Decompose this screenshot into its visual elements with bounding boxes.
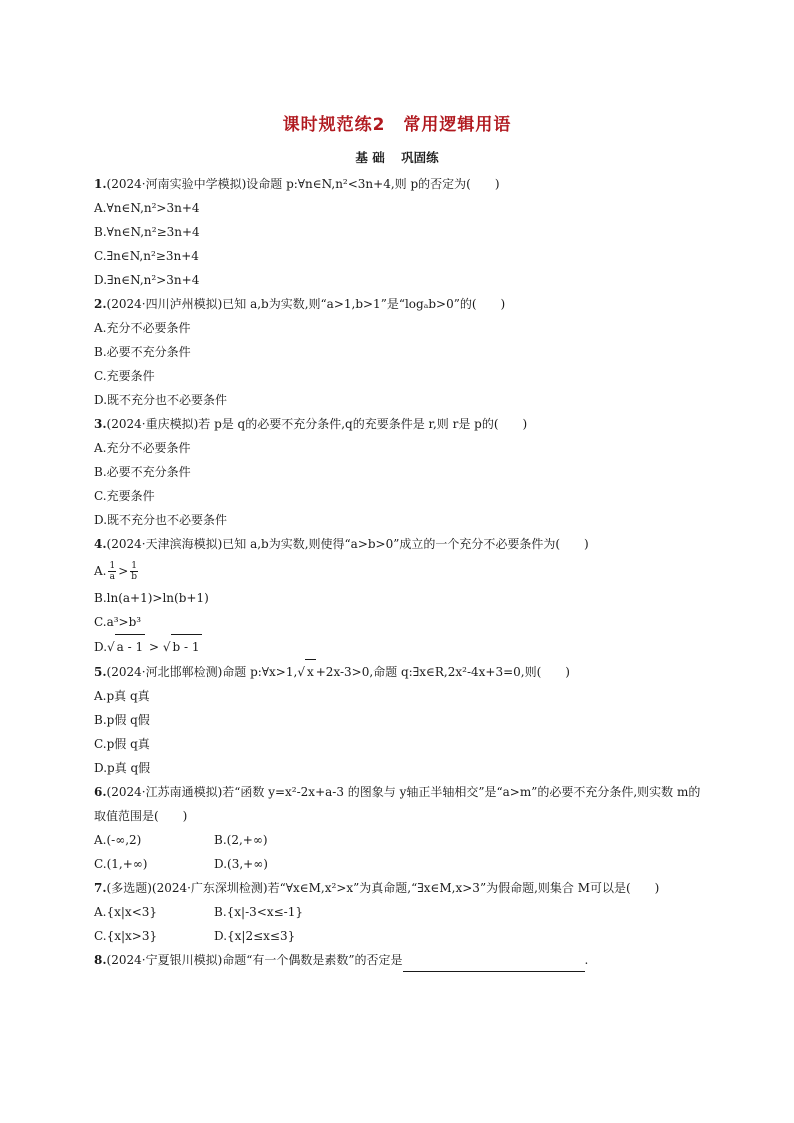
section-label-basic: 基 础 bbox=[355, 150, 385, 165]
option-b: B.必要不充分条件 bbox=[94, 345, 191, 359]
option-row bbox=[94, 924, 704, 948]
radicand: b - 1 bbox=[171, 634, 202, 659]
question-stem: (2024·河北邯郸检测)命题 p:∀x>1, bbox=[106, 665, 298, 679]
option-b: B.ln(a+1)>ln(b+1) bbox=[94, 591, 209, 605]
question-stem: (2024·重庆模拟)若 p是 q的必要不充分条件,q的充要条件是 r,则 r是 p的( ) bbox=[106, 417, 528, 431]
option-c: C.(1,+∞) bbox=[94, 857, 148, 871]
option-c: C.a³>b³ bbox=[94, 615, 142, 629]
sqrt-icon: √ bbox=[162, 640, 171, 654]
option-a: A.∀n∈N,n²>3n+4 bbox=[94, 201, 200, 215]
section-heading bbox=[0, 148, 794, 166]
option-d bbox=[94, 634, 704, 659]
option-row bbox=[94, 852, 704, 876]
question-list bbox=[94, 172, 704, 972]
option-prefix: D. bbox=[94, 640, 108, 654]
question-8 bbox=[94, 948, 704, 972]
option-c: C.充要条件 bbox=[94, 489, 155, 503]
question-stem: (多选题)(2024·广东深圳检测)若“∀x∈M,x²>x”为真命题,“∃x∈M,x>3”为假命题,则集合 M可以是( ) bbox=[106, 881, 660, 895]
question-stem: (2024·宁夏银川模拟)命题“有一个偶数是素数”的否定是 bbox=[106, 953, 403, 967]
denominator: a bbox=[109, 571, 116, 582]
option-b: B.p假 q假 bbox=[94, 713, 150, 727]
question-4 bbox=[94, 532, 704, 556]
question-3 bbox=[94, 412, 704, 436]
option-c: C.{x|x>3} bbox=[94, 929, 158, 943]
fraction-1-over-b bbox=[130, 561, 138, 582]
page-title: 课时规范练2 常用逻辑用语 bbox=[282, 115, 512, 135]
option-d: D.既不充分也不必要条件 bbox=[94, 513, 228, 527]
option-a: A.充分不必要条件 bbox=[94, 441, 191, 455]
option-d: D.∃n∈N,n²>3n+4 bbox=[94, 273, 200, 287]
answer-blank[interactable] bbox=[403, 957, 585, 972]
option-c: C.∃n∈N,n²≥3n+4 bbox=[94, 249, 199, 263]
option-d: D.(3,+∞) bbox=[214, 857, 268, 871]
question-stem: (2024·天津滨海模拟)已知 a,b为实数,则使得“a>b>0”成立的一个充分不必要条件为( ) bbox=[106, 537, 589, 551]
operator: > bbox=[118, 564, 129, 578]
radicand: a - 1 bbox=[115, 634, 145, 659]
sqrt-icon: √ bbox=[107, 640, 115, 654]
option-d: D.p真 q假 bbox=[94, 761, 151, 775]
question-number: 6. bbox=[94, 785, 107, 799]
option-d: D.{x|2≤x≤3} bbox=[214, 929, 296, 943]
option-c: C.p假 q真 bbox=[94, 737, 150, 751]
question-stem: (2024·四川泸州模拟)已知 a,b为实数,则“a>1,b>1”是“logₐb>0”的( ) bbox=[106, 297, 506, 311]
option-b: B.∀n∈N,n²≥3n+4 bbox=[94, 225, 200, 239]
numerator: 1 bbox=[131, 560, 138, 571]
question-stem-cont: +2x-3>0,命题 q:∃x∈R,2x²-4x+3=0,则( ) bbox=[315, 665, 570, 679]
question-2 bbox=[94, 292, 704, 316]
radicand: x bbox=[305, 659, 316, 684]
question-7 bbox=[94, 876, 704, 900]
option-a: A.(-∞,2) bbox=[94, 833, 142, 847]
option-row bbox=[94, 828, 704, 852]
question-number: 1. bbox=[94, 177, 107, 191]
section-label-practice: 巩固练 bbox=[401, 150, 439, 165]
option-a: A.充分不必要条件 bbox=[94, 321, 191, 335]
question-1 bbox=[94, 172, 704, 196]
question-6 bbox=[94, 780, 704, 828]
question-number: 4. bbox=[94, 537, 107, 551]
operator: > bbox=[148, 640, 160, 654]
question-number: 2. bbox=[94, 297, 107, 311]
question-stem: (2024·江苏南通模拟)若“函数 y=x²-2x+a-3 的图象与 y轴正半轴相交”是“a>m”的必要不充分条件,则实数 m的取值范围是( ) bbox=[94, 785, 701, 823]
option-c: C.充要条件 bbox=[94, 369, 155, 383]
option-b: B.(2,+∞) bbox=[214, 833, 268, 847]
question-number: 8. bbox=[94, 953, 107, 967]
option-a bbox=[94, 556, 704, 586]
question-stem: (2024·河南实验中学模拟)设命题 p:∀n∈N,n²<3n+4,则 p的否定为( ) bbox=[106, 177, 500, 191]
denominator: b bbox=[131, 571, 138, 582]
option-d: D.既不充分也不必要条件 bbox=[94, 393, 228, 407]
numerator: 1 bbox=[109, 560, 116, 571]
question-number: 7. bbox=[94, 881, 107, 895]
question-number: 3. bbox=[94, 417, 107, 431]
option-a: A.{x|x<3} bbox=[94, 905, 158, 919]
option-b: B.必要不充分条件 bbox=[94, 465, 191, 479]
question-5 bbox=[94, 659, 704, 684]
question-number: 5. bbox=[94, 665, 107, 679]
option-a: A.p真 q真 bbox=[94, 689, 150, 703]
option-b: B.{x|-3<x≤-1} bbox=[214, 905, 303, 919]
period: . bbox=[584, 953, 589, 967]
option-row bbox=[94, 900, 704, 924]
option-prefix: A. bbox=[94, 564, 107, 578]
sqrt-icon: √ bbox=[297, 665, 305, 679]
fraction-1-over-a bbox=[108, 561, 116, 582]
